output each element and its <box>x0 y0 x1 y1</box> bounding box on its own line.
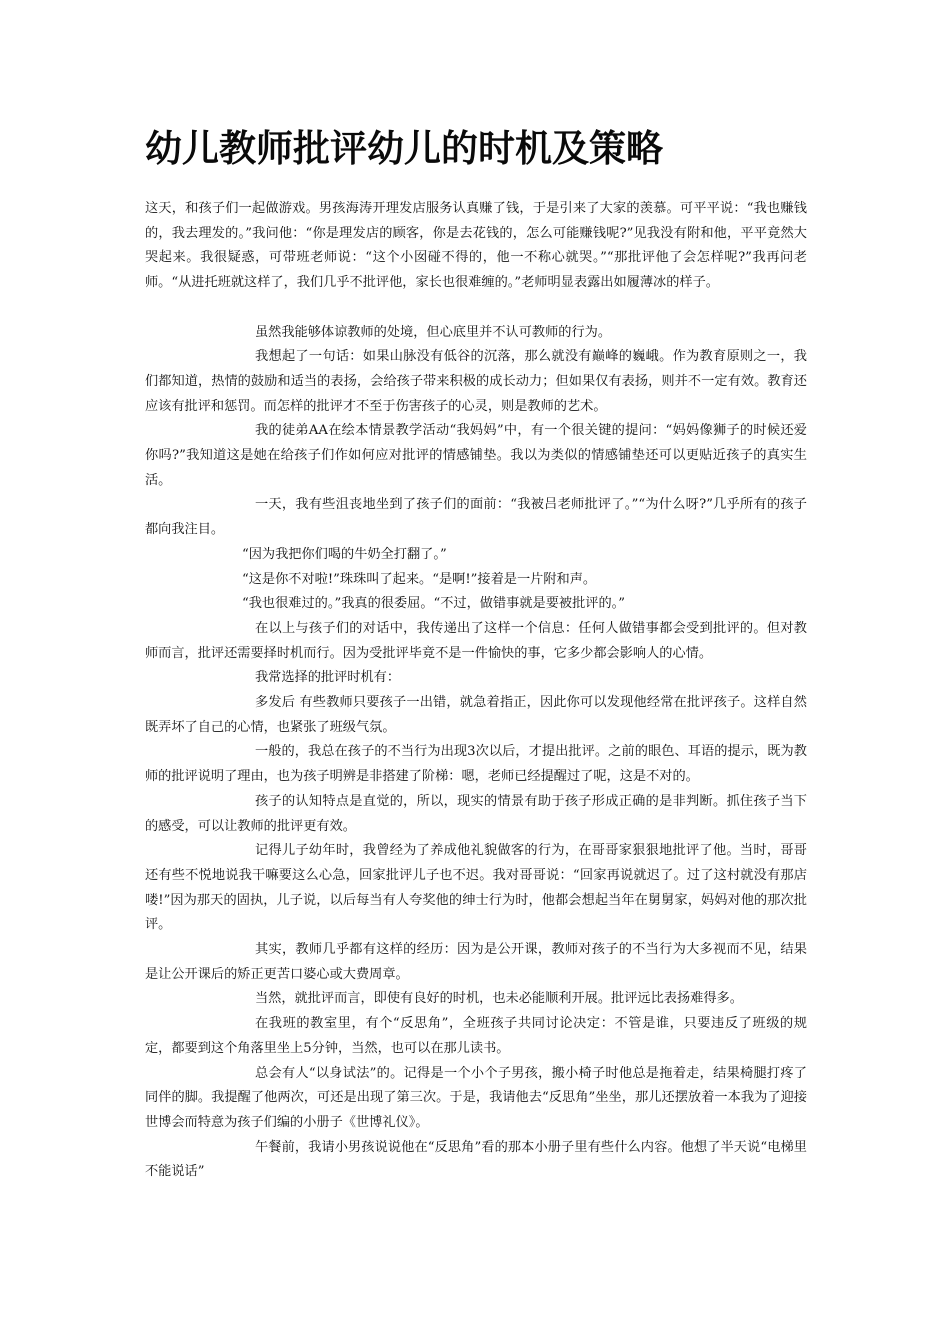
paragraph: 我的徒弟AA在绘本情景教学活动“我妈妈”中，有一个很关键的提问：“妈妈像狮子的时候还爱你吗?”我知道这是她在给孩子们作如何应对批评的情感铺垫。我以为类似的情感铺垫还可以更贴近孩子的真实生活。 <box>145 423 807 488</box>
paragraph: 总会有人“以身试法”的。记得是一个小个子男孩，搬小椅子时他总是拖着走，结果椅腿打疼了同伴的脚。我提醒了他两次，可还是出现了第三次。于是，我请他去“反思角”坐坐，那儿还摆放着一本我为了迎接世博会而特意为孩子们编的小册子《世博礼仪》。 <box>145 1065 807 1130</box>
paragraph: 记得儿子幼年时，我曾经为了养成他礼貌做客的行为，在哥哥家狠狠地批评了他。当时，哥哥还有些不悦地说我干嘛要这么心急，回家批评儿子也不迟。我对哥哥说：“回家再说就迟了。过了这村就没有那店喽!”因为那天的固执，儿子说，以后每当有人夸奖他的绅士行为时，他都会想起当年在舅舅家，妈妈对他的那次批评。 <box>145 843 807 933</box>
paragraph: 这天，和孩子们一起做游戏。男孩海涛开理发店服务认真赚了钱，于是引来了大家的羡慕。可平平说：“我也赚钱的，我去理发的。”我问他：“你是理发店的顾客，你是去花钱的，怎么可能赚钱呢?”见我没有附和他，平平竟然大哭起来。我很疑惑，可带班老师说：“这个小囡碰不得的，他一不称心就哭。”“那批评他了会怎样呢?”我再问老师。“从进托班就这样了，我们几乎不批评他，家长也很难缠的。”老师明显表露出如履薄冰的样子。 <box>145 201 807 291</box>
paragraph: 虽然我能够体谅教师的处境，但心底里并不认可教师的行为。 <box>255 324 612 340</box>
dialogue-line: “因为我把你们喝的牛奶全打翻了。” <box>242 546 447 562</box>
dialogue-line: “这是你不对啦!”珠珠叫了起来。“是啊!”接着是一片附和声。 <box>242 571 597 587</box>
paragraph: 多发后 有些教师只要孩子一出错，就急着指正，因此你可以发现他经常在批评孩子。这样自然既弄坏了自己的心情，也紧张了班级气氛。 <box>145 695 807 735</box>
paragraph: 孩子的认知特点是直觉的，所以，现实的情景有助于孩子形成正确的是非判断。抓住孩子当下的感受，可以让教师的批评更有效。 <box>145 793 807 834</box>
paragraph: 我常选择的批评时机有： <box>255 670 401 686</box>
paragraph: 一般的，我总在孩子的不当行为出现3次以后，才提出批评。之前的眼色、耳语的提示，既为教师的批评说明了理由，也为孩子明辨是非搭建了阶梯：嗯，老师已经提醒过了呢，这是不对的。 <box>145 744 807 785</box>
paragraph: 午餐前，我请小男孩说说他在“反思角”看的那本小册子里有些什么内容。他想了半天说“电梯里不能说话” <box>145 1139 807 1180</box>
paragraph: 我想起了一句话：如果山脉没有低谷的沉落，那么就没有巅峰的巍峨。作为教育原则之一，我们都知道，热情的鼓励和适当的表扬，会给孩子带来积极的成长动力；但如果仅有表扬，则并不一定有效。教育还应该有批评和惩罚。而怎样的批评才不至于伤害孩子的心灵，则是教师的艺术。 <box>145 349 807 414</box>
paragraph: 当然，就批评而言，即使有良好的时机，也未必能顺利开展。批评远比表扬难得多。 <box>255 991 743 1007</box>
dialogue-line: “我也很难过的。”我真的很委屈。“不过，做错事就是要被批评的。” <box>242 596 626 612</box>
paragraph: 在以上与孩子们的对话中，我传递出了这样一个信息：任何人做错事都会受到批评的。但对教师而言，批评还需要择时机而行。因为受批评毕竟不是一件愉快的事，它多少都会影响人的心情。 <box>145 620 807 661</box>
paragraph: 一天，我有些沮丧地坐到了孩子们的面前：“我被吕老师批评了。”“为什么呀?”几乎所有的孩子都向我注目。 <box>145 497 807 538</box>
paragraph: 在我班的教室里，有个“反思角”，全班孩子共同讨论决定：不管是谁，只要违反了班级的规定，都要到这个角落里坐上5分钟，当然，也可以在那儿读书。 <box>145 1016 807 1056</box>
document-body <box>145 197 807 1185</box>
paragraph: 其实，教师几乎都有这样的经历：因为是公开课，教师对孩子的不当行为大多视而不见，结果是让公开课后的矫正更苦口婆心或大费周章。 <box>145 942 807 982</box>
document-title: 幼儿教师批评幼儿的时机及策略 <box>145 127 663 170</box>
